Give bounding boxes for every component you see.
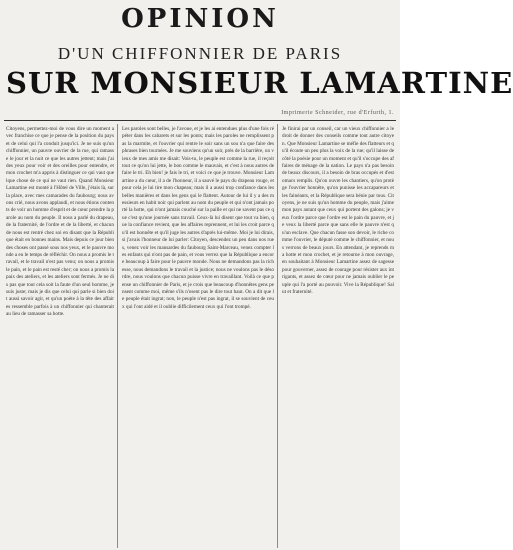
title-opinion: OPINION: [121, 4, 279, 34]
column-divider: [277, 124, 278, 548]
text-column-1: Citoyens, permettez-moi de vous dire un moment avec franchise ce que je pense de la position du pays et de celui qui l'a conduit jusqu'ici. Je ne suis qu'un chiffonnier, un pauvre ouvrier de la rue, qui ramasse le jour et la nuit ce que les autres jettent; mais j'ai des yeux pour voir et des oreilles pour entendre, et mon crochet m'a appris à distinguer ce qui vaut quelque chose de ce qui ne vaut rien. Quand Monsieur Lamartine est monté à l'Hôtel de Ville, j'étais là, sur la place, avec mes camarades du faubourg; nous avons crié, nous avons applaudi, et nous étions contents de voir un homme d'esprit et de cœur prendre la parole au nom du peuple. Il nous a parlé du drapeau, de la fraternité, de l'ordre et de la liberté, et chacun de nous est rentré chez soi en disant que la République était en bonnes mains. Mais depuis ce jour bien des choses ont passé sous nos yeux, et le pauvre monde a eu le temps de réfléchir. On nous a promis le travail, et le travail n'est pas venu; on nous a promis le pain, et le pain est resté cher; on nous a promis la paix des ateliers, et les ateliers sont fermés. Je ne dis pas que tout cela soit la faute d'un seul homme, je suis juste; mais je dis que celui qui parle si bien doit aussi savoir agir, et qu'un poète à la tête des affaires ressemble parfois à un chiffonnier qui chanterait au lieu de ramasser sa hotte.: [6, 126, 114, 318]
printer-imprint: Imprimerie Schneider, rue d'Erfurth, 1.: [281, 110, 394, 116]
headline-lamartine: SUR MONSIEUR LAMARTINE: [6, 66, 513, 100]
column-divider: [117, 124, 118, 548]
text-column-3: Je finirai par un conseil, car un vieux chiffonnier a le droit de donner des conseils comme tout autre citoyen. Que Monsieur Lamartine se méfie des flatteurs et qu'il écoute un peu plus la voix de la rue; qu'il laisse de côté la poésie pour un moment et qu'il s'occupe des affaires de ménage de la nation. Le pays n'a pas besoin de beaux discours, il a besoin de bras occupés et d'estomacs remplis. Qu'on ouvre les chantiers, qu'on protège l'ouvrier honnête, qu'on punisse les accapareurs et les fainéants, et la République sera bénie par tous. Citoyens, je ne suis qu'un homme du peuple, mais j'aime mon pays autant que ceux qui portent des galons; je veux l'ordre parce que l'ordre est le pain du pauvre, et je veux la liberté parce que sans elle le pauvre n'est qu'un esclave. Que chacun fasse son devoir, le riche comme l'ouvrier, le député comme le chiffonnier, et nous verrons de beaux jours. En attendant, je reprends ma hotte et mon crochet, et je retourne à mon ouvrage, en souhaitant à Monsieur Lamartine assez de sagesse pour gouverner, assez de courage pour résister aux intrigants, et assez de cœur pour ne jamais oublier le peuple qui l'a porté au pouvoir. Vive la République! Salut et fraternité.: [282, 126, 394, 295]
text-column-2: Les paroles sont belles, je l'avoue, et je les ai entendues plus d'une fois répéter dans les cabarets et sur les ponts; mais les paroles ne remplissent pas la marmite, et l'ouvrier qui rentre le soir sans un sou n'a que faire des phrases bien tournées. Je me souviens qu'un soir, près de la barrière, un vieux de mes amis me disait: Vois-tu, le peuple est comme la rue, il reçoit tout ce qu'on lui jette, le bon comme le mauvais, et c'est à nous autres de faire le tri. Eh bien! je fais le tri, et voici ce que je trouve. Monsieur Lamartine a du cœur, il a de l'honneur, il a sauvé le pays du drapeau rouge, et pour cela je lui tire mon chapeau; mais il a aussi trop confiance dans les belles manières et dans les gens qui le flattent. Autour de lui il y a des messieurs en habit noir qui parlent au nom du peuple et qui n'ont jamais porté la hotte, qui n'ont jamais couché sur la paille et qui ne savent pas ce que c'est qu'une journée sans travail. Ceux-là lui disent que tout va bien, que la confiance revient, que les affaires reprennent, et lui les croit parce qu'il est honnête et qu'il juge les autres d'après lui-même. Moi je lui dirais, si j'avais l'honneur de lui parler: Citoyen, descendez un peu dans nos rues, venez voir les mansardes du faubourg Saint-Marceau, venez compter les enfants qui n'ont pas de pain, et vous verrez que la République a encore beaucoup à faire pour le pauvre monde. Nous ne demandons pas la richesse, nous demandons le travail et la justice; nous ne voulons pas le désordre, nous voulons que chacun puisse vivre en travaillant. Voilà ce que pense un chiffonnier de Paris, et je crois que beaucoup d'honnêtes gens pensent comme moi, même s'ils n'osent pas le dire tout haut. On a dit que le peuple était ingrat; non, le peuple n'est pas ingrat, il se souvient de ceux qui l'ont aidé et il oublie difficilement ceux qui l'ont trompé.: [122, 126, 274, 310]
subtitle-chiffonnier: D'UN CHIFFONNIER DE PARIS: [57, 44, 343, 63]
header-rule: [4, 120, 396, 121]
